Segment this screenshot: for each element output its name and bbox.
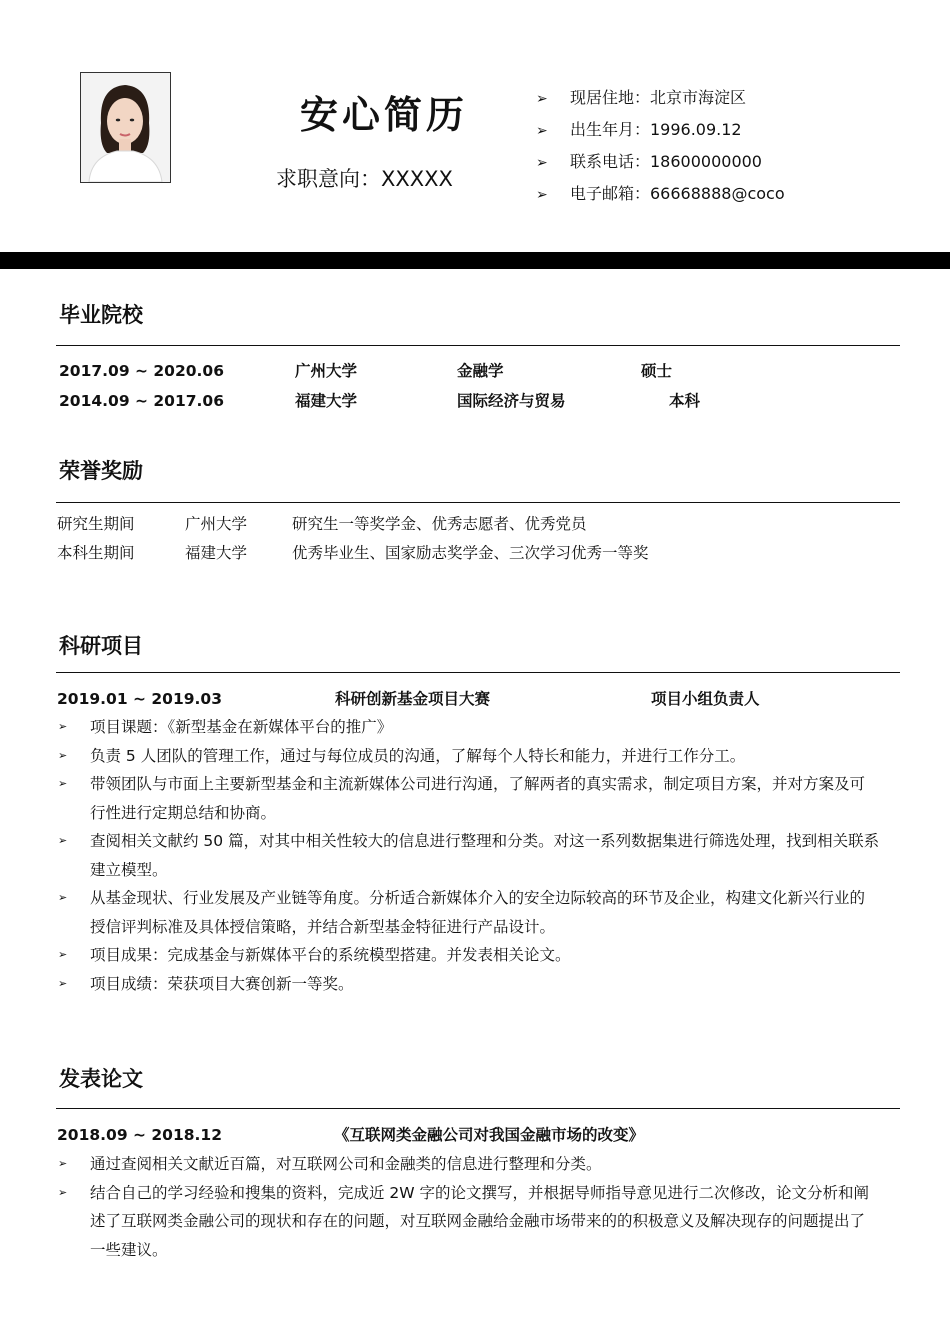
list-item <box>56 941 880 970</box>
list-item <box>56 884 880 941</box>
research-bullet-list <box>56 713 906 998</box>
section-title-papers: 发表论文 <box>59 1067 143 1091</box>
contact-item <box>536 114 785 146</box>
arrow-bullet-icon: ➢ <box>58 1157 68 1170</box>
arrow-bullet-icon: ➢ <box>58 748 68 762</box>
section-rule <box>56 1108 900 1109</box>
contact-address: 现居住地：北京市海淀区 <box>570 88 747 107</box>
section-rule <box>56 502 900 503</box>
education-school: 广州大学 <box>295 362 358 380</box>
honor-row <box>0 538 950 568</box>
education-major: 金融学 <box>457 362 504 380</box>
arrow-bullet-icon: ➢ <box>58 720 68 733</box>
education-degree: 本科 <box>669 392 701 410</box>
arrow-icon: ➢ <box>536 187 548 203</box>
research-role: 项目小组负责人 <box>651 690 760 708</box>
list-item <box>56 827 880 884</box>
paper-bullet-list <box>56 1150 906 1264</box>
education-school: 福建大学 <box>295 392 358 410</box>
section-title-education: 毕业院校 <box>59 303 143 327</box>
contact-phone: 联系电话：18600000000 <box>570 152 762 171</box>
list-item <box>56 970 880 999</box>
list-item <box>56 1179 880 1265</box>
education-degree: 硕士 <box>641 362 673 380</box>
resume-title: 安心简历 <box>300 93 469 137</box>
section-title-research: 科研项目 <box>59 634 143 658</box>
research-name: 科研创新基金项目大赛 <box>335 690 491 708</box>
contact-list <box>536 82 785 210</box>
research-header-row <box>0 684 950 714</box>
paper-period: 2018.09 ~ 2018.12 <box>57 1126 222 1144</box>
honor-row <box>0 509 950 539</box>
education-period: 2017.09 ~ 2020.06 <box>59 362 224 380</box>
education-period: 2014.09 ~ 2017.06 <box>59 392 224 410</box>
arrow-icon: ➢ <box>536 123 548 139</box>
contact-email: 电子邮箱：66668888@coco <box>570 184 785 203</box>
paper-header-row <box>0 1120 950 1150</box>
bullet-text: 通过查阅相关文献近百篇，对互联网公司和金融类的信息进行整理和分类。 <box>90 1155 602 1173</box>
research-period: 2019.01 ~ 2019.03 <box>57 690 222 708</box>
arrow-bullet-icon: ➢ <box>58 891 68 904</box>
list-item <box>56 1150 880 1179</box>
list-item <box>56 770 880 827</box>
bullet-text: 从基金现状、行业发展及产业链等角度。分析适合新媒体介入的安全边际较高的环节及企业，构建文化新兴行业的授信评判标准及具体授信策略，并结合新型基金特征进行产品设计。 <box>90 889 866 936</box>
honor-stage: 本科生期间 <box>57 544 135 562</box>
list-item <box>56 742 880 771</box>
section-rule <box>56 345 900 346</box>
paper-name: 《互联网类金融公司对我国金融市场的改变》 <box>334 1126 645 1144</box>
bullet-text: 项目成绩：荣获项目大赛创新一等奖。 <box>90 974 354 993</box>
contact-item <box>536 178 785 210</box>
arrow-bullet-icon: ➢ <box>58 834 68 847</box>
section-title-honors: 荣誉奖励 <box>59 459 143 483</box>
section-rule <box>56 672 900 673</box>
education-major: 国际经济与贸易 <box>457 392 566 410</box>
arrow-bullet-icon: ➢ <box>58 948 68 961</box>
bullet-text: 项目课题：《新型基金在新媒体平台的推广》 <box>90 718 393 736</box>
bullet-text: 带领团队与市面上主要新型基金和主流新媒体公司进行沟通，了解两者的真实需求，制定项目方案，并对方案及可行性进行定期总结和协商。 <box>90 775 866 822</box>
arrow-bullet-icon: ➢ <box>58 976 68 990</box>
bullet-text: 结合自己的学习经验和搜集的资料，完成近 2W 字的论文撰写，并根据导师指导意见进行二次修改，论文分析和阐述了互联网类金融公司的现状和存在的问题，对互联网金融给金融市场带来的的积极意义及解决现存的问题提出了一些建议。 <box>90 1183 870 1259</box>
honor-awards: 优秀毕业生、国家励志奖学金、三次学习优秀一等奖 <box>292 544 649 562</box>
education-row <box>0 386 950 416</box>
contact-birthdate: 出生年月：1996.09.12 <box>570 120 742 139</box>
bullet-text: 负责 5 人团队的管理工作，通过与每位成员的沟通，了解每个人特长和能力，并进行工作分工。 <box>90 746 746 765</box>
honor-awards: 研究生一等奖学金、优秀志愿者、优秀党员 <box>292 515 587 533</box>
bullet-text: 查阅相关文献约 50 篇，对其中相关性较大的信息进行整理和分类。对这一系列数据集进行筛选处理，找到相关联系建立模型。 <box>90 832 880 879</box>
arrow-bullet-icon: ➢ <box>58 777 68 790</box>
education-row <box>0 356 950 386</box>
bullet-text: 项目成果：完成基金与新媒体平台的系统模型搭建。并发表相关论文。 <box>90 946 571 964</box>
arrow-icon: ➢ <box>536 91 548 107</box>
job-intent: 求职意向：XXXXX <box>276 167 453 191</box>
arrow-bullet-icon: ➢ <box>58 1185 68 1199</box>
contact-item <box>536 82 785 114</box>
honor-school: 福建大学 <box>185 544 248 562</box>
honor-school: 广州大学 <box>185 515 248 533</box>
list-item <box>56 713 880 742</box>
arrow-icon: ➢ <box>536 155 548 171</box>
contact-item <box>536 146 785 178</box>
honor-stage: 研究生期间 <box>57 515 135 533</box>
profile-photo <box>80 72 171 183</box>
header-divider-band <box>0 252 950 269</box>
